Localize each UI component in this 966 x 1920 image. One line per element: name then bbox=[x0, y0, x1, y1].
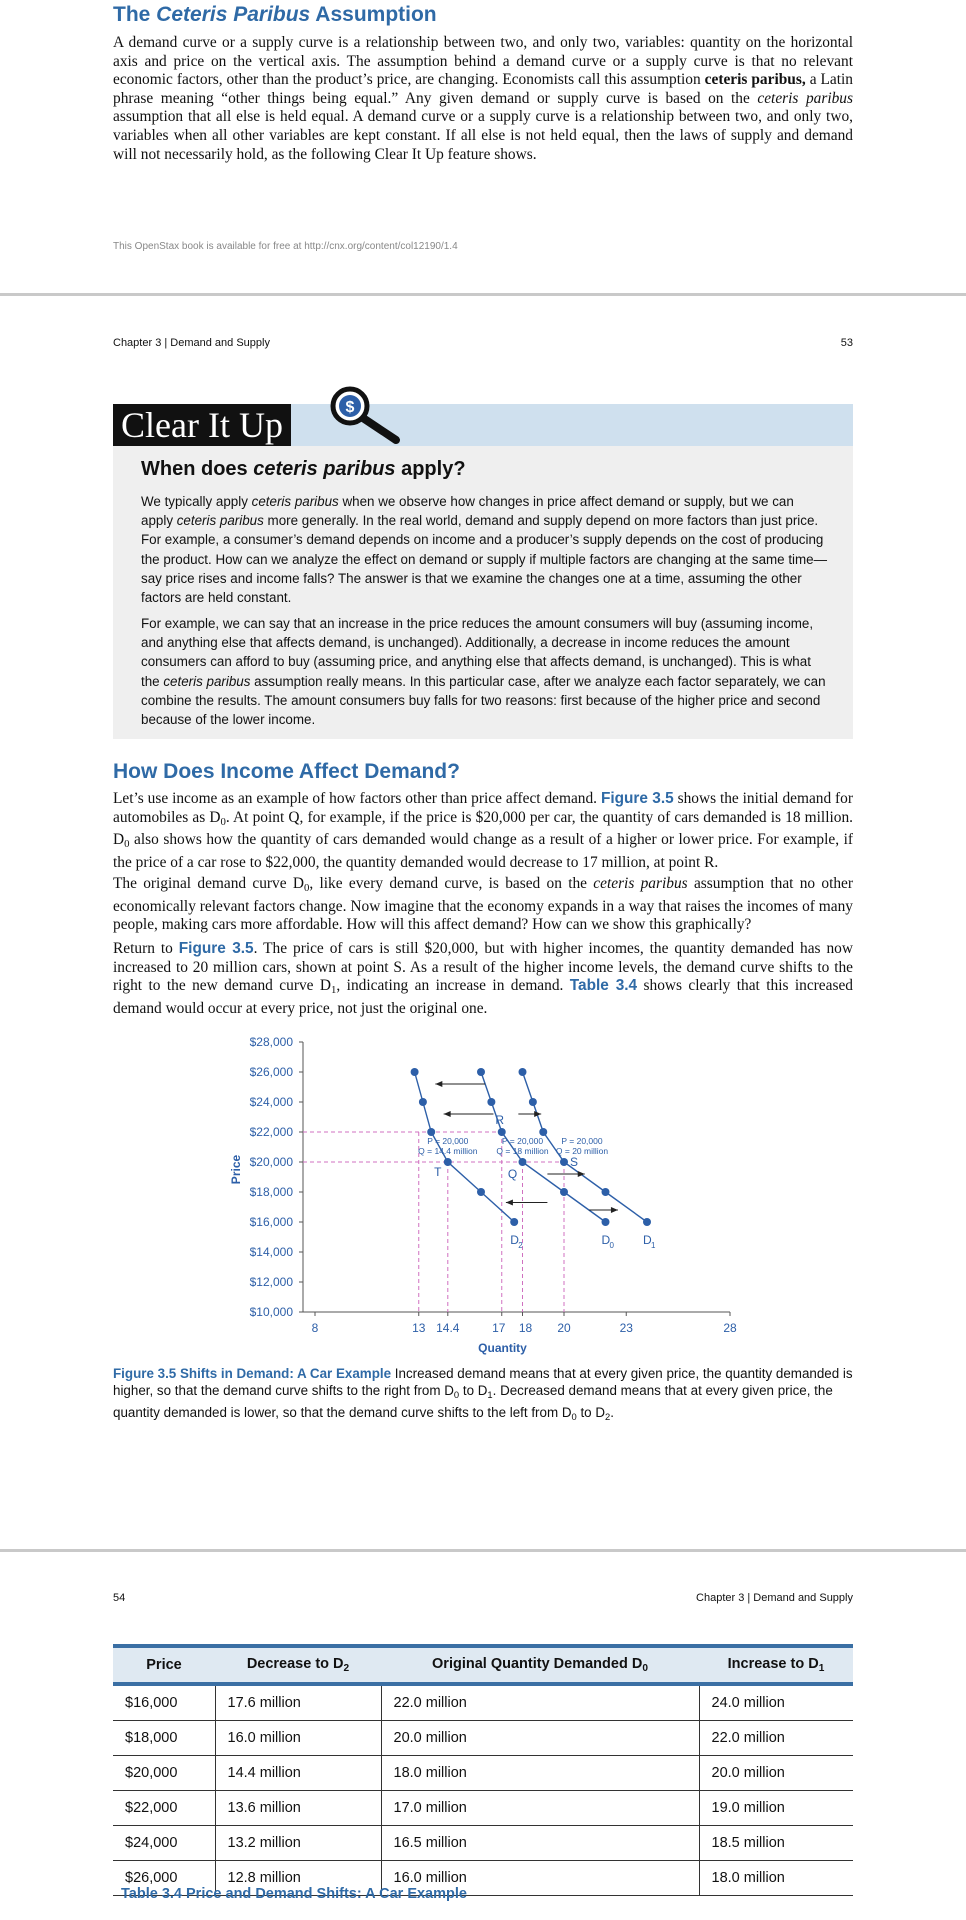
curve-label-D0: D bbox=[601, 1233, 611, 1247]
annotation-line1: P = 20,000 bbox=[427, 1136, 469, 1146]
cell: 16.0 million bbox=[215, 1721, 381, 1756]
annotation-line1: P = 20,000 bbox=[501, 1136, 544, 1146]
header-chapter-2: Chapter 3 | Demand and Supply bbox=[696, 1592, 853, 1604]
x-tick-label: 17 bbox=[492, 1321, 506, 1335]
col-2-text: Original Quantity Demanded D bbox=[432, 1656, 643, 1672]
fig-cap-d: . bbox=[610, 1405, 614, 1420]
price-demand-table bbox=[113, 1644, 853, 1896]
figure-3-5-link-2[interactable]: Figure 3.5 bbox=[178, 940, 254, 957]
curve-label-sub-D1: 1 bbox=[651, 1241, 656, 1250]
table-3-4-link[interactable]: Table 3.4 bbox=[569, 977, 638, 995]
ciu-p2-b: assumption really means. In this particular case, after we analyze each factor separately, we can combine the results. The amount consumers buy falls for two reasons: first because of the higher price and second because of the lower income. bbox=[141, 673, 826, 728]
heading-prefix: The bbox=[113, 3, 157, 26]
cell: 14.4 million bbox=[215, 1756, 381, 1791]
annotation-line2: Q = 18 million bbox=[496, 1146, 549, 1156]
data-point-D2 bbox=[510, 1218, 518, 1226]
p3-b: , like every demand curve, is based on the bbox=[309, 875, 594, 892]
data-point-D1 bbox=[529, 1098, 537, 1106]
paragraph-income-2 bbox=[113, 875, 853, 935]
p1-bold: ceteris paribus, bbox=[704, 71, 806, 89]
demand-shift-chart bbox=[220, 1030, 760, 1360]
point-label-T: T bbox=[434, 1165, 442, 1179]
p1-text-a: A demand curve or a supply curve is a relationship between two, and only two, variables: quantity on the horizontal axis and price on the vertical axis. The assumption behind a demand curve or a supply curve is that no relevant economic factors, other than the product’s price, are changing. Economists call this assumption bbox=[113, 34, 853, 89]
cell: $26,000 bbox=[113, 1861, 215, 1896]
cell: 24.0 million bbox=[699, 1684, 853, 1721]
cell: 20.0 million bbox=[381, 1721, 699, 1756]
heading-italic: Ceteris Paribus bbox=[156, 3, 311, 26]
ciu-p1-a: We typically apply bbox=[141, 494, 252, 509]
curve-label-D1: D bbox=[643, 1233, 652, 1247]
paragraph-income-3 bbox=[113, 940, 853, 1018]
p3-c: assumption that no other economically relevant factors change. Now imagine that the economy expands in a way that raises the incomes of many people, making cars more affordable. How will this affect demand? How can we show this graphically? bbox=[113, 875, 854, 934]
figure-caption-label: Figure 3.5 Shifts in Demand: A Car Example bbox=[113, 1366, 392, 1381]
ciu-question bbox=[141, 458, 466, 481]
p2-sub0b: 0 bbox=[124, 838, 130, 851]
figure-caption bbox=[113, 1365, 853, 1426]
x-tick-label: 18 bbox=[518, 1321, 533, 1335]
page-number: 53 bbox=[840, 337, 853, 349]
dollar-sign-text: $ bbox=[345, 399, 355, 416]
p2-sub0: 0 bbox=[220, 815, 226, 828]
section-heading-income: How Does Income Affect Demand? bbox=[113, 760, 460, 783]
p3-a: The original demand curve D bbox=[113, 875, 304, 892]
arrow-left-1-head bbox=[435, 1081, 442, 1087]
p3-sub0: 0 bbox=[303, 882, 310, 894]
cell: 22.0 million bbox=[381, 1684, 699, 1721]
y-tick-label: $14,000 bbox=[249, 1245, 293, 1259]
p3-italic: ceteris paribus bbox=[593, 875, 688, 892]
data-point-D1 bbox=[643, 1218, 651, 1226]
fig-cap-sub2: 2 bbox=[605, 1412, 611, 1422]
fig-cap-b2: to D bbox=[576, 1405, 605, 1420]
col-1-text: Decrease to D bbox=[246, 1656, 344, 1672]
cell: $18,000 bbox=[113, 1721, 215, 1756]
col-1-sub: 2 bbox=[343, 1663, 350, 1674]
section-heading-ceteris-paribus bbox=[113, 3, 437, 27]
y-tick-label: $26,000 bbox=[249, 1065, 293, 1079]
clear-it-up-title: Clear It Up bbox=[113, 404, 291, 446]
y-tick-label: $18,000 bbox=[249, 1185, 293, 1199]
y-tick-label: $28,000 bbox=[249, 1035, 293, 1049]
paragraph-ceteris-paribus bbox=[113, 34, 853, 164]
table-header-row bbox=[113, 1646, 853, 1684]
y-tick-label: $12,000 bbox=[249, 1275, 293, 1289]
ciu-q-a: When does bbox=[141, 458, 254, 480]
x-tick-label: 20 bbox=[557, 1321, 571, 1335]
paragraph-income-1 bbox=[113, 790, 853, 872]
p2-c: . At point Q, for example, if the price is $20,000 per car, the quantity of cars demanded is 18 million. D bbox=[113, 808, 853, 849]
arrow-left-3-head bbox=[506, 1200, 513, 1206]
p2-a: Let’s use income as an example of how factors other than price affect demand. bbox=[113, 790, 601, 807]
cell: $24,000 bbox=[113, 1826, 215, 1861]
col-header-increase bbox=[699, 1646, 853, 1684]
magnifier-dollar-icon bbox=[326, 384, 406, 444]
p4-a: Return to bbox=[113, 940, 179, 957]
data-point-D0 bbox=[498, 1128, 506, 1136]
point-label-R: R bbox=[495, 1113, 505, 1127]
y-axis-label: Price bbox=[229, 1154, 243, 1185]
cell: 20.0 million bbox=[699, 1756, 853, 1791]
x-axis-label: Quantity bbox=[478, 1341, 527, 1355]
ciu-p1-i2: ceteris paribus bbox=[176, 513, 264, 529]
data-point-D2 bbox=[419, 1098, 427, 1106]
heading-suffix: Assumption bbox=[310, 3, 437, 26]
fig-cap-sub0b: 0 bbox=[571, 1412, 577, 1422]
ciu-p2-a: For example, we can say that an increase in the price reduces the amount consumers will buy (assuming income, and anything else that affects demand, is unchanged). Additionally, a decrease in income reduces the amount consumers can afford to buy (assuming price, and anything else that affects demand, is unchanged). This is what the bbox=[141, 616, 814, 689]
curve-label-sub-D2: 2 bbox=[518, 1241, 523, 1250]
cell: 18.0 million bbox=[381, 1756, 699, 1791]
fig-cap-sub0: 0 bbox=[453, 1390, 460, 1400]
arrow-right-3-head bbox=[611, 1207, 618, 1213]
data-point-D0 bbox=[560, 1188, 568, 1196]
point-label-Q: Q bbox=[507, 1167, 518, 1181]
cell: 13.2 million bbox=[215, 1826, 381, 1861]
fig-cap-c: . Decreased demand means that at every given price, the quantity demanded is lower, so that the demand curve shifts to the left from D bbox=[113, 1383, 833, 1420]
ciu-p1-i1: ceteris paribus bbox=[251, 494, 339, 509]
annotation-line1: P = 20,000 bbox=[561, 1136, 603, 1146]
cell: 17.0 million bbox=[381, 1791, 699, 1826]
cell: 13.6 million bbox=[215, 1791, 381, 1826]
cell: 16.0 million bbox=[381, 1861, 699, 1896]
cell: $22,000 bbox=[113, 1791, 215, 1826]
col-3-sub: 1 bbox=[818, 1663, 825, 1674]
col-3-text: Increase to D bbox=[727, 1656, 819, 1672]
fig-cap-b: to D bbox=[459, 1383, 488, 1398]
fig-cap-sub1: 1 bbox=[487, 1390, 493, 1400]
y-tick-label: $16,000 bbox=[249, 1215, 293, 1229]
p4-d: shows clearly that this increased demand would occur at every price, not just the original one. bbox=[113, 977, 853, 1017]
p2-b: shows the initial demand for automobiles as D bbox=[113, 790, 853, 826]
data-point-D0 bbox=[602, 1218, 610, 1226]
y-tick-label: $22,000 bbox=[249, 1125, 293, 1139]
data-point-D0 bbox=[477, 1068, 485, 1076]
p1-text-c: assumption that all else is held equal. A demand curve or a supply curve is a relationship between two, and only two, variables when all other variables are kept constant. If all else is not held equal, then the laws of supply and demand will not necessarily hold, as the following Clear It Up feature shows. bbox=[113, 108, 853, 163]
p4-b: . The price of cars is still $20,000, but with higher incomes, the quantity demanded has now increased to 20 million cars, shown at point S. As a result of the higher income levels, the demand curve shifts to the right to the new demand curve D bbox=[113, 940, 853, 995]
y-tick-label: $24,000 bbox=[249, 1095, 293, 1109]
p1-italic: ceteris paribus bbox=[757, 89, 853, 107]
table-row bbox=[113, 1826, 853, 1861]
header-chapter: Chapter 3 | Demand and Supply bbox=[113, 337, 270, 349]
point-label-S: S bbox=[569, 1155, 579, 1169]
ciu-p1-c: more generally. In the real world, demand and supply depend on more factors than just price. For example, a consumer’s demand depends on income and a producer’s supply depends on the cost of producing the product. How can we analyze the effect on demand or supply if multiple factors are changing at the same time—say price rises and income falls? The answer is that we examine the changes one at a time, assuming the other factors are held constant. bbox=[141, 513, 828, 606]
curve-label-D2: D bbox=[510, 1233, 519, 1247]
ciu-q-b: apply? bbox=[395, 458, 466, 480]
curve-label-sub-D0: 0 bbox=[609, 1241, 614, 1250]
page-number-54: 54 bbox=[113, 1592, 126, 1604]
col-2-sub: 0 bbox=[642, 1663, 648, 1674]
p4-c: , indicating an increase in demand. bbox=[336, 977, 570, 995]
x-tick-label: 28 bbox=[723, 1321, 737, 1335]
x-tick-label: 23 bbox=[619, 1321, 633, 1335]
p2-d: also shows how the quantity of cars demanded would change as a result of a higher or lower price. For example, if the price of a car rose to $22,000, the quantity demanded would decrease to 17 million, at point R. bbox=[113, 831, 853, 871]
cell: 18.0 million bbox=[699, 1861, 853, 1896]
col-0-text: Price bbox=[146, 1657, 182, 1673]
cell: 19.0 million bbox=[699, 1791, 853, 1826]
cell: 18.5 million bbox=[699, 1826, 853, 1861]
figure-3-5-link[interactable]: Figure 3.5 bbox=[600, 790, 674, 807]
cell: 22.0 million bbox=[699, 1721, 853, 1756]
data-point-D1 bbox=[539, 1128, 547, 1136]
table-caption: Table 3.4 Price and Demand Shifts: A Car Example bbox=[121, 1886, 467, 1902]
page-separator-2 bbox=[0, 1549, 966, 1552]
cell: 17.6 million bbox=[215, 1684, 381, 1721]
table-row bbox=[113, 1721, 853, 1756]
ciu-p1-b: when we observe how changes in price affect demand or supply, but we can apply bbox=[141, 494, 794, 529]
data-point-D0 bbox=[519, 1158, 527, 1166]
annotation-line2: Q = 20 million bbox=[555, 1146, 609, 1156]
page-header-53 bbox=[113, 337, 853, 349]
data-point-D2 bbox=[477, 1188, 485, 1196]
col-header-decrease bbox=[215, 1646, 381, 1684]
cell: 16.5 million bbox=[381, 1826, 699, 1861]
col-header-original bbox=[381, 1646, 699, 1684]
fig-cap-a: Increased demand means that at every given price, the quantity demanded is higher, so that the demand curve shifts to the right from D bbox=[113, 1366, 853, 1398]
x-tick-label: 14.4 bbox=[436, 1321, 460, 1335]
p4-sub1: 1 bbox=[331, 984, 337, 997]
table-row bbox=[113, 1756, 853, 1791]
ciu-p2-i: ceteris paribus bbox=[163, 673, 251, 689]
ciu-paragraph-1 bbox=[141, 492, 829, 607]
table-row bbox=[113, 1684, 853, 1721]
table-row bbox=[113, 1791, 853, 1826]
data-point-D1 bbox=[560, 1158, 568, 1166]
cell: $20,000 bbox=[113, 1756, 215, 1791]
ciu-paragraph-2 bbox=[141, 614, 829, 729]
x-tick-label: 13 bbox=[412, 1321, 426, 1335]
annotation-line2: Q = 14.4 million bbox=[418, 1146, 478, 1156]
x-tick-label: 8 bbox=[311, 1321, 319, 1335]
cell: $16,000 bbox=[113, 1684, 215, 1721]
data-point-D2 bbox=[444, 1158, 452, 1166]
openstax-footer: This OpenStax book is available for free at http://cnx.org/content/col12190/1.4 bbox=[113, 241, 458, 252]
data-point-D1 bbox=[519, 1068, 527, 1076]
data-point-D2 bbox=[427, 1128, 435, 1136]
p1-text-b: a Latin phrase meaning “other things being equal.” Any given demand or supply curve is based on the bbox=[113, 71, 853, 107]
clear-it-up-box bbox=[113, 446, 853, 739]
col-header-price bbox=[113, 1646, 215, 1684]
y-tick-label: $20,000 bbox=[249, 1155, 293, 1169]
data-point-D1 bbox=[602, 1188, 610, 1196]
ciu-q-italic: ceteris paribus bbox=[253, 458, 396, 480]
cell: 12.8 million bbox=[215, 1861, 381, 1896]
y-tick-label: $10,000 bbox=[249, 1305, 293, 1319]
data-point-D2 bbox=[411, 1068, 419, 1076]
arrow-left-2-head bbox=[444, 1111, 451, 1117]
data-point-D0 bbox=[487, 1098, 495, 1106]
page-header-54 bbox=[113, 1592, 853, 1604]
page-separator-1 bbox=[0, 293, 966, 296]
